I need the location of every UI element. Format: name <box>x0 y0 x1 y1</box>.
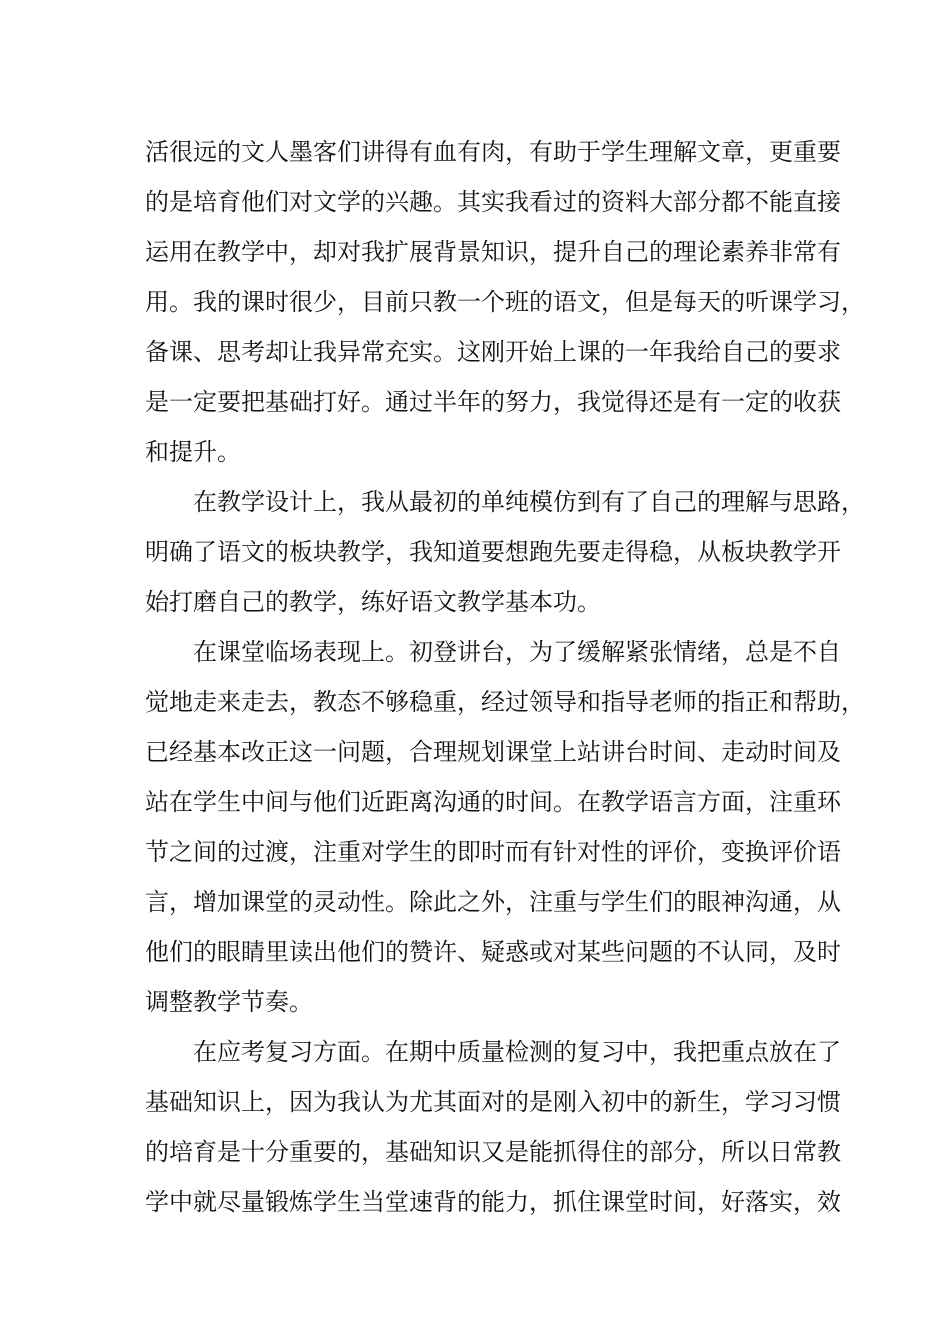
text-line: 节之间的过渡，注重对学生的即时而有针对性的评价，变换评价语 <box>145 838 841 866</box>
text-line: 在课堂临场表现上。初登讲台，为了缓解紧张情绪，总是不自 <box>193 638 841 666</box>
paragraph <box>145 627 865 1027</box>
text-line: 言，增加课堂的灵动性。除此之外，注重与学生们的眼神沟通，从 <box>145 888 841 916</box>
paragraph <box>145 1027 841 1227</box>
text-line: 明确了语文的板块教学，我知道要想跑先要走得稳，从板块教学开 <box>145 538 841 566</box>
text-line: 在应考复习方面。在期中质量检测的复习中，我把重点放在了 <box>193 1038 841 1066</box>
text-line: 运用在教学中，却对我扩展背景知识，提升自己的理论素养非常有 <box>145 238 841 266</box>
text-line: 已经基本改正这一问题，合理规划课堂上站讲台时间、走动时间及 <box>145 738 841 766</box>
text-line: 调整教学节奏。 <box>145 988 313 1016</box>
text-line: 在教学设计上，我从最初的单纯模仿到有了自己的理解与思路， <box>193 488 865 516</box>
text-line: 备课、思考却让我异常充实。这刚开始上课的一年我给自己的要求 <box>145 338 841 366</box>
paragraph <box>145 127 865 477</box>
text-line: 学中就尽量锻炼学生当堂速背的能力，抓住课堂时间，好落实，效 <box>145 1188 841 1216</box>
text-line: 用。我的课时很少，目前只教一个班的语文，但是每天的听课学习， <box>145 288 865 316</box>
text-line: 始打磨自己的教学，练好语文教学基本功。 <box>145 588 601 616</box>
text-line: 站在学生中间与他们近距离沟通的时间。在教学语言方面，注重环 <box>145 788 841 816</box>
document-body <box>145 127 865 1227</box>
text-line: 觉地走来走去，教态不够稳重，经过领导和指导老师的指正和帮助， <box>145 688 865 716</box>
text-line: 是一定要把基础打好。通过半年的努力，我觉得还是有一定的收获 <box>145 388 841 416</box>
text-line: 基础知识上，因为我认为尤其面对的是刚入初中的新生，学习习惯 <box>145 1088 841 1116</box>
text-line: 和提升。 <box>145 438 241 466</box>
paragraph <box>145 477 865 627</box>
text-line: 的是培育他们对文学的兴趣。其实我看过的资料大部分都不能直接 <box>145 188 841 216</box>
text-line: 他们的眼睛里读出他们的赞许、疑惑或对某些问题的不认同，及时 <box>145 938 841 966</box>
text-line: 活很远的文人墨客们讲得有血有肉，有助于学生理解文章，更重要 <box>145 138 841 166</box>
text-line: 的培育是十分重要的，基础知识又是能抓得住的部分，所以日常教 <box>145 1138 841 1166</box>
